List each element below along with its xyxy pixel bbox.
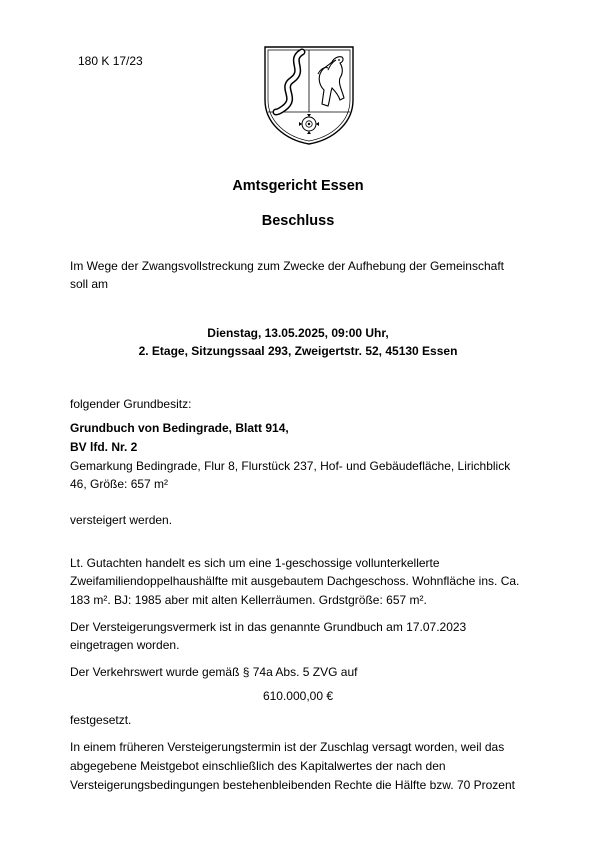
appointment-date: Dienstag, 13.05.2025, 09:00 Uhr, — [207, 326, 389, 340]
appraisal-line-3: 183 m². BJ: 1985 aber mit alten Kellerräumen. Grdstgröße: 657 m². — [70, 593, 427, 607]
auction-text: versteigert werden. — [70, 513, 173, 527]
entry-note-line-1: Der Versteigerungsvermerk ist in das genannte Grundbuch am 17.07.2023 — [70, 620, 467, 634]
entry-note-line-2: eingetragen worden. — [70, 638, 180, 652]
court-title: Amtsgericht Essen — [232, 178, 364, 194]
earlier-line-3: Versteigerungsbedingungen bestehenbleibenden Rechte die Hälfte bzw. 70 Prozent — [70, 778, 515, 792]
intro-line-2: soll am — [70, 277, 109, 291]
appointment-location: 2. Etage, Sitzungssaal 293, Zweigertstr. 52, 45130 Essen — [138, 344, 458, 358]
earlier-line-1: In einem früheren Versteigerungstermin ist der Zuschlag versagt worden, weil das — [70, 740, 505, 754]
property-intro: folgender Grundbesitz: — [70, 397, 192, 411]
document-type-heading: Beschluss — [261, 213, 335, 229]
earlier-line-2: abgegebene Meistgebot einschließlich des Kapitalwertes der nach den — [70, 759, 446, 773]
register-line-2: BV lfd. Nr. 2 — [70, 440, 138, 454]
register-desc-line-1: Gemarkung Bedingrade, Flur 8, Flurstück 237, Hof- und Gebäudefläche, Lirichblick — [70, 459, 511, 473]
file-number: 180 K 17/23 — [78, 54, 143, 68]
appraisal-line-2: Zweifamiliendoppelhaushälfte mit ausgebautem Dachgeschoss. Wohnfläche ins. Ca. — [70, 574, 520, 588]
nrw-coat-of-arms-icon — [262, 44, 356, 151]
value-outro: festgesetzt. — [70, 713, 132, 727]
value-intro: Der Verkehrswert wurde gemäß § 74a Abs. 5 ZVG auf — [70, 665, 358, 679]
register-desc-line-2: 46, Größe: 657 m² — [70, 477, 169, 491]
appraisal-line-1: Lt. Gutachten handelt es sich um eine 1-geschossige vollunterkellerte — [70, 556, 440, 570]
value-amount: 610.000,00 € — [262, 689, 334, 703]
register-line-1: Grundbuch von Bedingrade, Blatt 914, — [70, 421, 289, 435]
intro-line-1: Im Wege der Zwangsvollstreckung zum Zwecke der Aufhebung der Gemeinschaft — [70, 259, 504, 273]
